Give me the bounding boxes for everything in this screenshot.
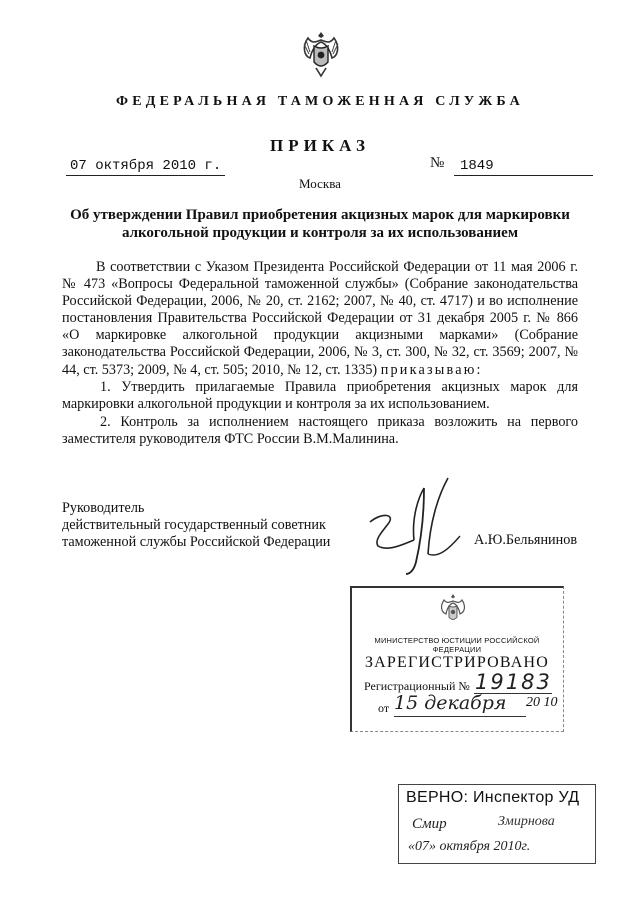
signatory-name: А.Ю.Бельянинов [474,532,578,548]
signatory-title [62,500,330,552]
stamp-ministry: МИНИСТЕРСТВО ЮСТИЦИИ РОССИЙСКОЙ ФЕДЕРАЦИИ [374,636,540,654]
copy-stamp-date: «07» октября 2010г. [408,839,531,854]
stamp-reg-label: Регистрационный № [364,679,470,693]
coat-of-arms-icon [300,28,342,78]
stamp-date-label: от [378,701,390,715]
stamp-status: ЗАРЕГИСТРИРОВАНО [364,654,550,671]
handwritten-signature [348,462,468,582]
issue-city: Москва [299,176,341,191]
copy-stamp-signature: Змирнова [498,814,555,829]
registration-stamp [350,586,564,732]
document-type-title: ПРИКАЗ [270,136,370,155]
body-paragraph-1 [62,259,578,379]
signatory-title-line-2: действительный государственный советник [62,517,326,534]
order-number-label: № [430,155,445,171]
certified-copy-stamp [398,784,596,864]
body-paragraph-1-text: В соответствии с Указом Президента Российской Федерации от 11 мая 2006 г. № 473 «Вопросы Федеральной таможенной службы» (Собрание законодательства Российской Федерации, 2006, № 20, ст. 2162; 2007, № 40, ст. 4717) и во исполнение постановления Правительства Российской Федерации от 31 декабря 2005 г. № 866 «О маркировке алкогольной продукции акцизными марками» (Собрание законодательства Российской Федерации, 2006, № 3, ст. 300, № 32, ст. 3569; 2007, № 44, ст. 5373; 2009, № 4, ст. 505; 2010, № 12, ст. 1335) [62,259,578,378]
body-paragraph-2: 1. Утвердить прилагаемые Правила приобретения акцизных марок для маркировки алкогольной продукции и контроля за их использованием. [62,379,578,413]
stamp-coat-of-arms-icon [438,592,468,628]
stamp-date-handwritten: 15 декабря [394,692,507,714]
copy-stamp-label: ВЕРНО: Инспектор УД [406,789,580,806]
signatory-title-line-1: Руководитель [62,500,145,516]
subject-line-1: Об утверждении Правил приобретения акцизных марок для маркировки [70,207,570,223]
stamp-reg-number: 19183 [475,670,552,694]
order-subject [62,206,578,242]
subject-line-2: алкогольной продукции и контроля за их использованием [121,225,519,241]
order-date: 07 октября 2010 г. [66,158,225,176]
body-paragraph-3: 2. Контроль за исполнением настоящего приказа возложить на первого заместителя руководителя ФТС России В.М.Малинина. [62,414,578,448]
stamp-year: 20 10 [526,695,558,710]
order-number: 1849 [454,158,593,176]
copy-stamp-initials: Смир [412,816,447,832]
agency-name: ФЕДЕРАЛЬНАЯ ТАМОЖЕННАЯ СЛУЖБА [116,94,524,109]
order-verb: приказываю: [380,361,483,378]
signatory-title-line-3: таможенной службы Российской Федерации [62,534,331,551]
